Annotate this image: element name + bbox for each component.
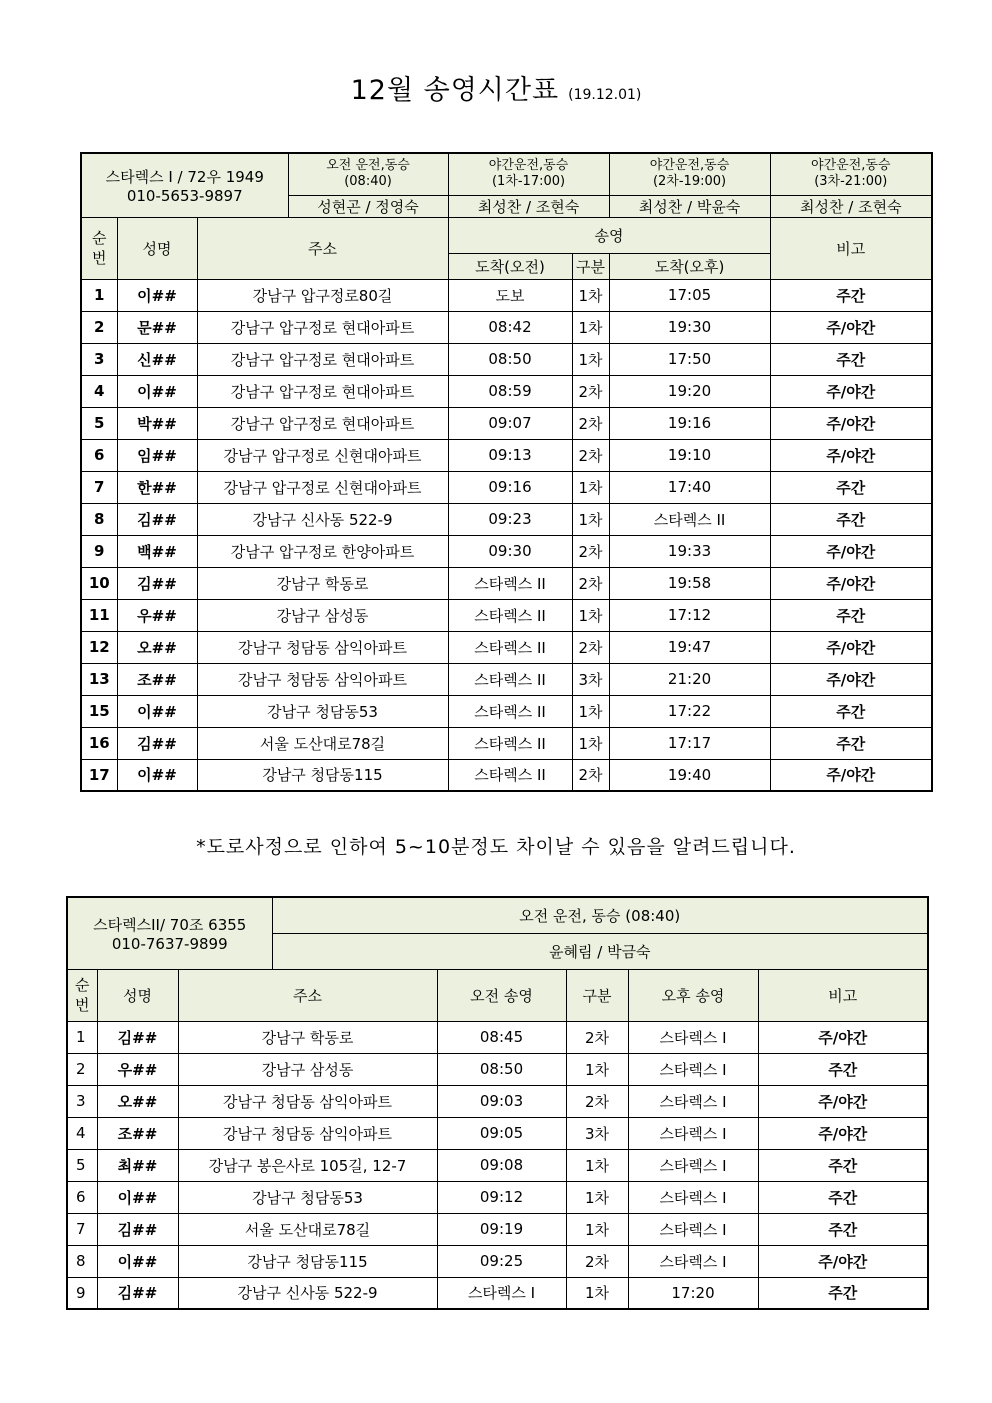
header-am-arrival: 도착(오전)	[448, 253, 572, 279]
table-row	[81, 631, 932, 663]
row-pm-time: 17:12	[609, 599, 770, 631]
bus1-vehicle: 스타렉스 I / 72우 1949	[105, 167, 264, 186]
row-type: 2차	[572, 759, 609, 791]
row-am-time: 스타렉스 II	[448, 567, 572, 599]
row-name: 이##	[117, 759, 197, 791]
row-note: 주간	[770, 727, 932, 759]
row-pm-time: 17:40	[609, 471, 770, 503]
schedule-table-bus2	[66, 896, 929, 1310]
row-type: 2차	[572, 375, 609, 407]
row-number: 4	[81, 375, 117, 407]
table-row	[81, 567, 932, 599]
row-am-time: 09:07	[448, 407, 572, 439]
row-pm-time: 17:20	[628, 1277, 758, 1309]
header-pm-arrival: 도착(오후)	[609, 253, 770, 279]
row-pm-time: 스타렉스 II	[609, 503, 770, 535]
row-type: 2차	[572, 439, 609, 471]
row-pm-time: 21:20	[609, 663, 770, 695]
row-name: 임##	[117, 439, 197, 471]
table-row	[81, 407, 932, 439]
row-am-time: 09:25	[437, 1245, 566, 1277]
table-row	[81, 311, 932, 343]
title-date: (19.12.01)	[568, 87, 642, 103]
row-address: 강남구 삼성동	[197, 599, 448, 631]
row-address: 강남구 청담동 삼익아파트	[178, 1117, 437, 1149]
header-address: 주소	[197, 217, 448, 279]
row-pm-time: 스타렉스 I	[628, 1213, 758, 1245]
row-am-time: 08:50	[437, 1053, 566, 1085]
table-row	[81, 727, 932, 759]
row-note: 주/야간	[770, 663, 932, 695]
bus1-run-1	[448, 153, 609, 195]
row-pm-time: 19:33	[609, 535, 770, 567]
row-name: 김##	[117, 727, 197, 759]
bus1-phone: 010-5653-9897	[126, 186, 243, 205]
row-am-time: 09:03	[437, 1085, 566, 1117]
row-name: 이##	[97, 1245, 178, 1277]
row-address: 강남구 압구정로 한양아파트	[197, 535, 448, 567]
header-address: 주소	[178, 969, 437, 1021]
row-note: 주간	[758, 1181, 928, 1213]
header-note: 비고	[758, 969, 928, 1021]
row-number: 17	[81, 759, 117, 791]
row-address: 강남구 청담동115	[178, 1245, 437, 1277]
row-number: 11	[81, 599, 117, 631]
row-pm-time: 19:58	[609, 567, 770, 599]
bus1-staff-3: 최성찬 / 조현숙	[770, 195, 932, 217]
row-type: 3차	[572, 663, 609, 695]
row-number: 6	[67, 1181, 97, 1213]
row-name: 우##	[97, 1053, 178, 1085]
bus1-run-2	[609, 153, 770, 195]
row-address: 강남구 압구정로 신현대아파트	[197, 471, 448, 503]
row-am-time: 09:23	[448, 503, 572, 535]
bus2-vehicle: 스타렉스II/ 70조 6355	[93, 915, 247, 934]
bus2-run: 오전 운전, 동승 (08:40)	[272, 897, 928, 933]
header-no: 순 번	[67, 969, 97, 1021]
row-pm-time: 스타렉스 I	[628, 1245, 758, 1277]
row-am-time: 09:12	[437, 1181, 566, 1213]
page-title	[0, 68, 992, 107]
bus2-rows	[67, 1021, 928, 1309]
row-number: 16	[81, 727, 117, 759]
row-am-time: 09:13	[448, 439, 572, 471]
run-label: 오전 운전,동승	[326, 158, 410, 174]
row-type: 1차	[572, 599, 609, 631]
row-am-time: 스타렉스 II	[448, 663, 572, 695]
row-am-time: 도보	[448, 279, 572, 311]
row-type: 1차	[566, 1213, 628, 1245]
row-note: 주/야간	[758, 1117, 928, 1149]
row-number: 1	[67, 1021, 97, 1053]
row-number: 3	[67, 1085, 97, 1117]
row-note: 주/야간	[770, 631, 932, 663]
row-address: 강남구 청담동53	[197, 695, 448, 727]
row-name: 우##	[117, 599, 197, 631]
row-note: 주간	[770, 503, 932, 535]
row-number: 15	[81, 695, 117, 727]
run-time: (08:40)	[344, 174, 392, 190]
row-name: 이##	[97, 1181, 178, 1213]
row-name: 문##	[117, 311, 197, 343]
row-am-time: 08:59	[448, 375, 572, 407]
table-row	[81, 535, 932, 567]
notice-text: *도로사정으로 인하여 5~10분정도 차이날 수 있음을 알려드립니다.	[196, 836, 796, 858]
table-row	[81, 439, 932, 471]
bus1-run-3	[770, 153, 932, 195]
row-number: 3	[81, 343, 117, 375]
row-note: 주/야간	[770, 375, 932, 407]
row-pm-time: 스타렉스 I	[628, 1053, 758, 1085]
row-note: 주간	[770, 695, 932, 727]
row-type: 1차	[566, 1181, 628, 1213]
bus2-staff: 윤혜림 / 박금숙	[272, 933, 928, 969]
run-time: (2차-19:00)	[652, 174, 727, 190]
row-name: 박##	[117, 407, 197, 439]
header-transport: 송영	[448, 217, 770, 253]
row-name: 김##	[97, 1021, 178, 1053]
row-name: 오##	[117, 631, 197, 663]
row-address: 서울 도산대로78길	[178, 1213, 437, 1245]
row-address: 강남구 압구정로 신현대아파트	[197, 439, 448, 471]
row-note: 주간	[770, 471, 932, 503]
row-number: 4	[67, 1117, 97, 1149]
row-pm-time: 19:47	[609, 631, 770, 663]
header-pm-transport: 오후 송영	[628, 969, 758, 1021]
title-main: 12월 송영시간표	[350, 75, 560, 106]
row-type: 1차	[572, 727, 609, 759]
row-type: 1차	[572, 503, 609, 535]
row-type: 2차	[566, 1085, 628, 1117]
row-name: 김##	[97, 1277, 178, 1309]
row-number: 7	[67, 1213, 97, 1245]
row-note: 주/야간	[758, 1021, 928, 1053]
row-pm-time: 17:17	[609, 727, 770, 759]
row-name: 이##	[117, 279, 197, 311]
row-am-time: 스타렉스 II	[448, 599, 572, 631]
row-type: 2차	[572, 631, 609, 663]
row-number: 10	[81, 567, 117, 599]
table-row	[67, 1085, 928, 1117]
row-name: 조##	[117, 663, 197, 695]
schedule-table-bus1	[80, 152, 933, 792]
row-note: 주간	[758, 1277, 928, 1309]
row-am-time: 09:16	[448, 471, 572, 503]
row-note: 주/야간	[770, 567, 932, 599]
bus1-vehicle-cell	[81, 153, 288, 217]
row-am-time: 08:45	[437, 1021, 566, 1053]
table-row	[67, 1053, 928, 1085]
table-row	[81, 343, 932, 375]
header-name: 성명	[97, 969, 178, 1021]
row-address: 강남구 신사동 522-9	[197, 503, 448, 535]
row-address: 강남구 압구정로 현대아파트	[197, 343, 448, 375]
run-label: 야간운전,동승	[488, 158, 569, 174]
row-number: 1	[81, 279, 117, 311]
row-name: 오##	[97, 1085, 178, 1117]
bus1-staff-1: 최성찬 / 조현숙	[448, 195, 609, 217]
row-note: 주/야간	[770, 311, 932, 343]
row-name: 백##	[117, 535, 197, 567]
row-note: 주간	[770, 343, 932, 375]
table-row	[81, 375, 932, 407]
row-address: 강남구 청담동53	[178, 1181, 437, 1213]
row-number: 5	[81, 407, 117, 439]
table-row	[81, 663, 932, 695]
row-note: 주간	[770, 279, 932, 311]
row-address: 강남구 신사동 522-9	[178, 1277, 437, 1309]
row-name: 김##	[117, 567, 197, 599]
row-pm-time: 17:22	[609, 695, 770, 727]
row-type: 2차	[566, 1021, 628, 1053]
row-name: 신##	[117, 343, 197, 375]
row-address: 강남구 압구정로 현대아파트	[197, 311, 448, 343]
table-row	[67, 1213, 928, 1245]
row-number: 2	[67, 1053, 97, 1085]
row-am-time: 09:19	[437, 1213, 566, 1245]
row-am-time: 스타렉스 I	[437, 1277, 566, 1309]
row-note: 주간	[770, 599, 932, 631]
row-address: 강남구 청담동 삼익아파트	[197, 663, 448, 695]
header-am-transport: 오전 송영	[437, 969, 566, 1021]
row-type: 2차	[572, 535, 609, 567]
header-no: 순 번	[81, 217, 117, 279]
row-address: 강남구 압구정로 현대아파트	[197, 407, 448, 439]
table-row	[67, 1021, 928, 1053]
header-note: 비고	[770, 217, 932, 279]
row-pm-time: 17:05	[609, 279, 770, 311]
row-note: 주/야간	[770, 407, 932, 439]
table-row	[67, 1181, 928, 1213]
row-pm-time: 19:30	[609, 311, 770, 343]
table-row	[67, 1117, 928, 1149]
row-am-time: 09:08	[437, 1149, 566, 1181]
row-number: 8	[81, 503, 117, 535]
row-address: 서울 도산대로78길	[197, 727, 448, 759]
table-row	[67, 1149, 928, 1181]
row-pm-time: 스타렉스 I	[628, 1181, 758, 1213]
row-address: 강남구 학동로	[197, 567, 448, 599]
row-note: 주간	[758, 1053, 928, 1085]
header-name: 성명	[117, 217, 197, 279]
row-number: 12	[81, 631, 117, 663]
row-am-time: 09:05	[437, 1117, 566, 1149]
row-type: 1차	[572, 311, 609, 343]
table-row	[81, 599, 932, 631]
row-type: 1차	[572, 695, 609, 727]
bus2-phone: 010-7637-9899	[111, 934, 228, 953]
row-am-time: 08:42	[448, 311, 572, 343]
bus1-rows	[81, 279, 932, 791]
header-type: 구분	[566, 969, 628, 1021]
bus1-staff-0: 성현곤 / 정영숙	[288, 195, 448, 217]
row-name: 조##	[97, 1117, 178, 1149]
row-am-time: 스타렉스 II	[448, 727, 572, 759]
row-type: 1차	[572, 343, 609, 375]
row-pm-time: 19:20	[609, 375, 770, 407]
row-name: 한##	[117, 471, 197, 503]
row-note: 주/야간	[758, 1245, 928, 1277]
row-number: 5	[67, 1149, 97, 1181]
row-number: 2	[81, 311, 117, 343]
table-row	[81, 759, 932, 791]
run-time: (3차-21:00)	[814, 174, 888, 190]
row-name: 김##	[97, 1213, 178, 1245]
row-type: 1차	[566, 1149, 628, 1181]
row-note: 주/야간	[770, 759, 932, 791]
row-address: 강남구 압구정로 현대아파트	[197, 375, 448, 407]
row-name: 최##	[97, 1149, 178, 1181]
row-am-time: 스타렉스 II	[448, 695, 572, 727]
row-address: 강남구 삼성동	[178, 1053, 437, 1085]
row-number: 8	[67, 1245, 97, 1277]
row-name: 이##	[117, 695, 197, 727]
row-number: 13	[81, 663, 117, 695]
row-am-time: 스타렉스 II	[448, 631, 572, 663]
row-name: 이##	[117, 375, 197, 407]
row-pm-time: 17:50	[609, 343, 770, 375]
row-pm-time: 19:40	[609, 759, 770, 791]
row-am-time: 08:50	[448, 343, 572, 375]
row-number: 7	[81, 471, 117, 503]
run-label: 야간운전,동승	[811, 158, 891, 174]
row-address: 강남구 청담동 삼익아파트	[178, 1085, 437, 1117]
row-type: 1차	[572, 279, 609, 311]
row-note: 주/야간	[770, 439, 932, 471]
row-number: 9	[67, 1277, 97, 1309]
table-row	[81, 471, 932, 503]
row-note: 주/야간	[758, 1085, 928, 1117]
row-am-time: 스타렉스 II	[448, 759, 572, 791]
row-type: 1차	[566, 1277, 628, 1309]
table-row	[67, 1245, 928, 1277]
row-note: 주간	[758, 1149, 928, 1181]
row-type: 1차	[566, 1053, 628, 1085]
row-type: 2차	[572, 407, 609, 439]
bus2-vehicle-cell	[67, 897, 272, 969]
row-type: 3차	[566, 1117, 628, 1149]
row-address: 강남구 학동로	[178, 1021, 437, 1053]
table-row	[81, 695, 932, 727]
row-type: 2차	[572, 567, 609, 599]
row-number: 6	[81, 439, 117, 471]
row-pm-time: 스타렉스 I	[628, 1085, 758, 1117]
row-pm-time: 스타렉스 I	[628, 1149, 758, 1181]
row-note: 주/야간	[770, 535, 932, 567]
row-pm-time: 스타렉스 I	[628, 1021, 758, 1053]
row-name: 김##	[117, 503, 197, 535]
row-note: 주간	[758, 1213, 928, 1245]
row-address: 강남구 청담동115	[197, 759, 448, 791]
row-address: 강남구 봉은사로 105길, 12-7	[178, 1149, 437, 1181]
header-type: 구분	[572, 253, 609, 279]
row-type: 1차	[572, 471, 609, 503]
row-address: 강남구 압구정로80길	[197, 279, 448, 311]
row-address: 강남구 청담동 삼익아파트	[197, 631, 448, 663]
row-pm-time: 스타렉스 I	[628, 1117, 758, 1149]
row-type: 2차	[566, 1245, 628, 1277]
row-pm-time: 19:10	[609, 439, 770, 471]
row-number: 9	[81, 535, 117, 567]
row-pm-time: 19:16	[609, 407, 770, 439]
run-label: 야간운전,동승	[649, 158, 730, 174]
run-time: (1차-17:00)	[491, 174, 566, 190]
bus1-run-0	[288, 153, 448, 195]
table-row	[81, 279, 932, 311]
bus1-staff-2: 최성찬 / 박윤숙	[609, 195, 770, 217]
table-row	[67, 1277, 928, 1309]
row-am-time: 09:30	[448, 535, 572, 567]
table-row	[81, 503, 932, 535]
